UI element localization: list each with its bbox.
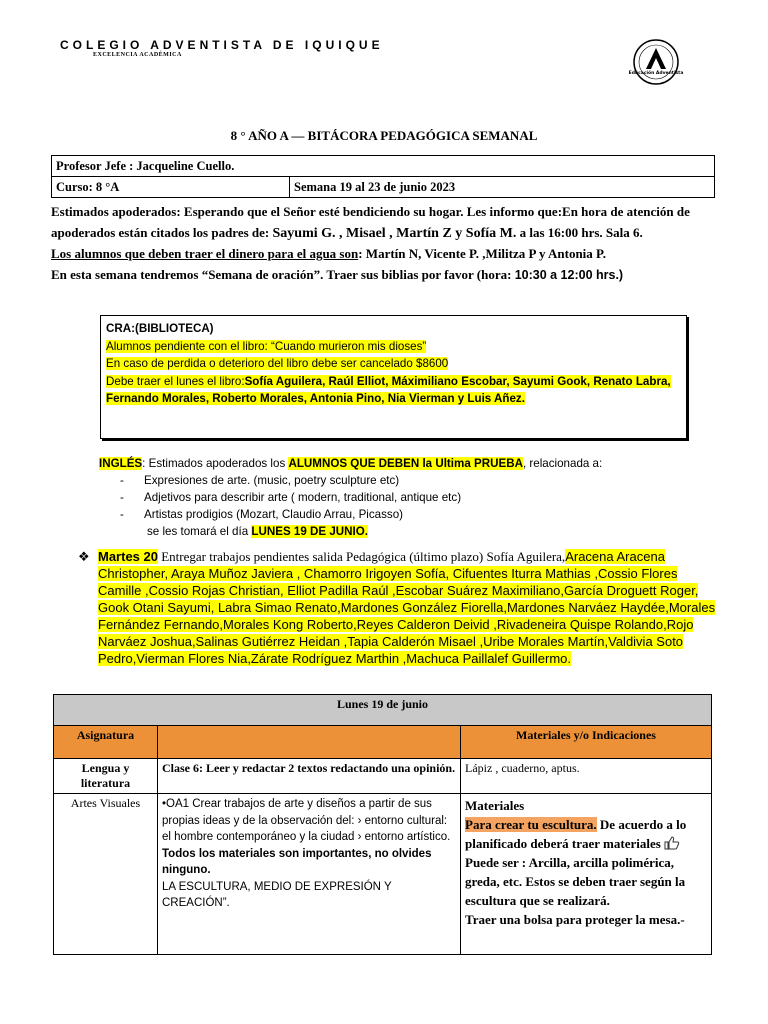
ingles-topics-list bbox=[99, 472, 719, 523]
intro-paragraph-2: Los alumnos que deben traer el dinero para el agua son: Martín N, Vicente P. ,Militza P y Antonia P. bbox=[51, 246, 607, 261]
martes-names: Aracena Aracena Christopher, Araya Muñoz Javiera , Chamorro Irigoyen Sofía, Cifuentes Iturra Mathias ,Cossio Flores Camille ,Cossio Rojas Christian, Elliot Padilla Raúl ,Escobar Suárez Maximiliano,García Droguett Roger, Gook Otani Sayumi, Labra Simao Renato,Mardones González Fiorella,Mardones Narváez Haydée,Morales Fernández Fernando,Morales Kong Roberto,Reyes Calderon Deivid ,Rivadeneira Quispe Rolando,Rojo Narváez Joshua,Salinas Gutiérrez Heidan ,Tapia Calderón Misael ,Uribe Morales Martín,Valdivia Soto Pedro,Vierman Flores Nia,Zárate Rodríguez Marthin ,Machuca Paillalef Guillermo. bbox=[98, 549, 716, 666]
col-content bbox=[158, 726, 461, 759]
thumbs-up-icon bbox=[664, 836, 680, 850]
teacher-cell: Profesor Jefe : Jacqueline Cuello. bbox=[52, 156, 715, 177]
subject-cell: Artes Visuales bbox=[54, 794, 158, 955]
materials-cell: Lápiz , cuaderno, aptus. bbox=[461, 759, 712, 794]
table-row bbox=[54, 695, 712, 726]
cra-title: CRA:(BIBLIOTECA) bbox=[106, 322, 214, 335]
content-cell: •OA1 Crear trabajos de arte y diseños a partir de sus propias ideas y de la observación del: › entorno cultural: el hombre contemporáneo y la ciudad › entorno artístico. Todos los materiales son importantes, no olvides ninguno. LA ESCULTURA, MEDIO DE EXPRESIÓN Y CREACIÓN”. bbox=[158, 794, 461, 955]
table-row bbox=[52, 156, 715, 177]
table-row bbox=[52, 177, 715, 198]
intro-paragraph-1: Estimados apoderados: Esperando que el Señor esté bendiciendo su hogar. Les informo que:En hora de atención de apoderados están citados los padres de: Sayumi G. , Misael , Martín Z y Sofía M. a las 16:00 hrs. Sala 6. bbox=[51, 204, 690, 241]
logo-caption: Educación Adventista bbox=[628, 71, 684, 76]
ingles-highlight: ALUMNOS QUE DEBEN la Ultima PRUEBA bbox=[288, 457, 523, 470]
cra-line-1: Alumnos pendiente con el libro: “Cuando murieron mis dioses” bbox=[106, 339, 427, 353]
schedule-day: Lunes 19 de junio bbox=[54, 695, 712, 726]
ingles-label: INGLÉS bbox=[99, 457, 143, 470]
page-title: 8 ° AÑO A — BITÁCORA PEDAGÓGICA SEMANAL bbox=[230, 128, 538, 143]
table-row bbox=[54, 759, 712, 794]
school-logo bbox=[624, 39, 688, 85]
materials-highlight: Para crear tu escultura. bbox=[465, 817, 597, 832]
col-materials: Materiales y/o Indicaciones bbox=[461, 726, 712, 759]
info-table bbox=[51, 155, 715, 198]
school-motto: EXCELENCIA ACADÉMICA bbox=[93, 52, 182, 58]
intro-paragraph-3: En esta semana tendremos “Semana de oración”. Traer sus biblias por favor (hora: 10:30 a 12:00 hrs.) bbox=[51, 266, 624, 282]
col-subject: Asignatura bbox=[54, 726, 158, 759]
subject-cell: Lengua y literatura bbox=[54, 759, 158, 794]
cra-names: Sofía Aguilera, Raúl Elliot, Máximiliano Escobar, Sayumi Gook, Renato Labra, Fernando Morales, Roberto Morales, Antonia Pino, Nia Vierman y Luis Añez. bbox=[106, 374, 671, 405]
ingles-section: INGLÉS: Estimados apoderados los ALUMNOS QUE DEBEN la Ultima PRUEBA, relacionada a: - Expresiones de arte. (music, poetry sculpture etc) - Adjetivos para describir arte ( modern, traditional, antique etc) - Artistas prodigios (Mozart, Claudio Arrau, Picasso) se les tomará el día LUNES 19 DE JUNIO. bbox=[99, 455, 719, 540]
cra-text: CRA:(BIBLIOTECA) Alumnos pendiente con el libro: “Cuando murieron mis dioses” En caso de perdida o deterioro del libro debe ser cancelado $8600 Debe traer el lunes el libro:Sofía Aguilera, Raúl Elliot, Máximiliano Escobar, Sayumi Gook, Renato Labra, Fernando Morales, Roberto Morales, Antonia Pino, Nia Vierman y Luis Añez. bbox=[106, 320, 681, 408]
diamond-bullet-icon: ❖ bbox=[78, 549, 90, 564]
materials-cell: Materiales Para crear tu escultura. De acuerdo a lo planificado deberá traer materiales Puede ser : Arcilla, arcilla polimérica, greda, etc. Estos se deben traer según la escultura que se realizará. Traer una bolsa para proteger la mesa.- bbox=[461, 794, 712, 955]
course-cell: Curso: 8 °A bbox=[52, 177, 290, 198]
martes-day: Martes 20 bbox=[98, 549, 158, 564]
table-row bbox=[54, 726, 712, 759]
schedule-table bbox=[53, 694, 712, 955]
week-cell: Semana 19 al 23 de junio 2023 bbox=[290, 177, 715, 198]
list-item: - Artistas prodigios (Mozart, Claudio Arrau, Picasso) bbox=[120, 508, 404, 521]
school-name: COLEGIO ADVENTISTA DE IQUIQUE bbox=[60, 38, 384, 52]
list-item: - Expresiones de arte. (music, poetry sculpture etc) bbox=[120, 474, 400, 487]
list-item: - Adjetivos para describir arte ( modern, traditional, antique etc) bbox=[120, 491, 462, 504]
intro-text bbox=[51, 202, 721, 285]
water-money-label: Los alumnos que deben traer el dinero para el agua son bbox=[51, 246, 359, 261]
cited-parents: Sayumi G. , Misael , Martín Z y Sofía M. bbox=[272, 225, 517, 241]
cra-line-2: En caso de perdida o deterioro del libro debe ser cancelado $8600 bbox=[106, 357, 449, 370]
ingles-date: LUNES 19 DE JUNIO. bbox=[251, 525, 369, 538]
table-row bbox=[54, 794, 712, 955]
content-cell: Clase 6: Leer y redactar 2 textos redactando una opinión. bbox=[158, 759, 461, 794]
martes-section: ❖ Martes 20 Entregar trabajos pendientes salida Pedagógica (último plazo) Sofía Aguilera,Aracena Aracena Christopher, Araya Muñoz Javiera , Chamorro Irigoyen Sofía, Cifuentes Iturra Mathias ,Cossio Flores Camille ,Cossio Rojas Christian, Elliot Padilla Raúl ,Escobar Suárez Maximiliano,García Droguett Roger, Gook Otani Sayumi, Labra Simao Renato,Mardones González Fiorella,Mardones Narváez Haydée,Morales Fernández Fernando,Morales Kong Roberto,Reyes Calderon Deivid ,Rivadeneira Quispe Rolando,Rojo Narváez Joshua,Salinas Gutiérrez Heidan ,Tapia Calderón Misael ,Uribe Morales Martín,Valdivia Soto Pedro,Vierman Flores Nia,Zárate Rodríguez Marthin ,Machuca Paillalef Guillermo. bbox=[78, 549, 716, 666]
